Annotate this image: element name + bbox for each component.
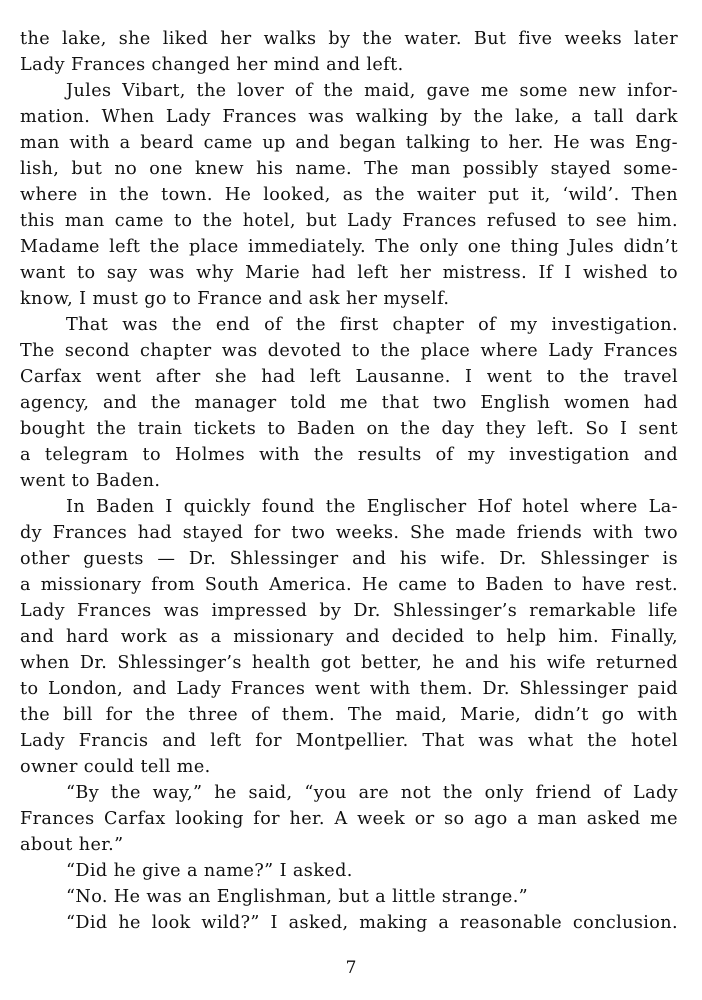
text-line: know, I must go to France and ask her myself. (20, 289, 450, 309)
text-line: when Dr. Shlessinger’s health got better, he and his wife returned (20, 653, 678, 673)
text-line: Frances Carfax looking for her. A week or so ago a man asked me (20, 809, 678, 829)
page-text (20, 26, 678, 936)
text-line: “By the way,” he said, “you are not the only friend of Lady (66, 783, 678, 803)
text-line: Jules Vibart, the lover of the maid, gave me some new infor- (66, 81, 678, 101)
text-line: Lady Frances was impressed by Dr. Shlessinger’s remarkable life (20, 601, 678, 621)
text-line: went to Baden. (20, 471, 161, 491)
text-line: dy Frances had stayed for two weeks. She made friends with two (20, 523, 678, 543)
text-line: Madame left the place immediately. The only one thing Jules didn’t (20, 237, 678, 257)
text-line: “No. He was an Englishman, but a little strange.” (66, 887, 529, 907)
text-line: man with a beard came up and began talking to her. He was Eng- (20, 133, 678, 153)
paragraph (20, 78, 678, 312)
text-line: bought the train tickets to Baden on the day they left. So I sent (20, 419, 678, 439)
text-line: That was the end of the first chapter of my investigation. (66, 315, 678, 335)
text-line: mation. When Lady Frances was walking by the lake, a tall dark (20, 107, 678, 127)
text-line: Lady Francis and left for Montpellier. That was what the hotel (20, 731, 678, 751)
text-line: want to say was why Marie had left her mistress. If I wished to (20, 263, 678, 283)
text-line: The second chapter was devoted to the place where Lady Frances (20, 341, 678, 361)
paragraph (20, 884, 678, 910)
text-line: “Did he give a name?” I asked. (66, 861, 353, 881)
text-line: In Baden I quickly found the Englischer Hof hotel where La- (66, 497, 678, 517)
text-line: a telegram to Holmes with the results of my investigation and (20, 445, 678, 465)
text-line: where in the town. He looked, as the waiter put it, ‘wild’. Then (20, 185, 678, 205)
paragraph (20, 312, 678, 494)
text-line: about her.” (20, 835, 124, 855)
text-line: other guests — Dr. Shlessinger and his wife. Dr. Shlessinger is (20, 549, 678, 569)
page-number: 7 (345, 958, 357, 978)
paragraph (20, 910, 678, 936)
paragraph (20, 26, 678, 78)
paragraph (20, 780, 678, 858)
text-line: to London, and Lady Frances went with them. Dr. Shlessinger paid (20, 679, 678, 699)
text-line: “Did he look wild?” I asked, making a reasonable conclusion. (66, 913, 678, 933)
text-line: this man came to the hotel, but Lady Frances refused to see him. (20, 211, 678, 231)
paragraph (20, 494, 678, 780)
text-line: and hard work as a missionary and decided to help him. Finally, (20, 627, 678, 647)
text-line: Lady Frances changed her mind and left. (20, 55, 404, 75)
text-line: agency, and the manager told me that two English women had (20, 393, 678, 413)
paragraph (20, 858, 678, 884)
text-line: lish, but no one knew his name. The man possibly stayed some- (20, 159, 678, 179)
text-line: owner could tell me. (20, 757, 211, 777)
text-line: a missionary from South America. He came to Baden to have rest. (20, 575, 678, 595)
text-line: the bill for the three of them. The maid, Marie, didn’t go with (20, 705, 678, 725)
text-line: the lake, she liked her walks by the water. But five weeks later (20, 29, 678, 49)
text-line: Carfax went after she had left Lausanne. I went to the travel (20, 367, 678, 387)
